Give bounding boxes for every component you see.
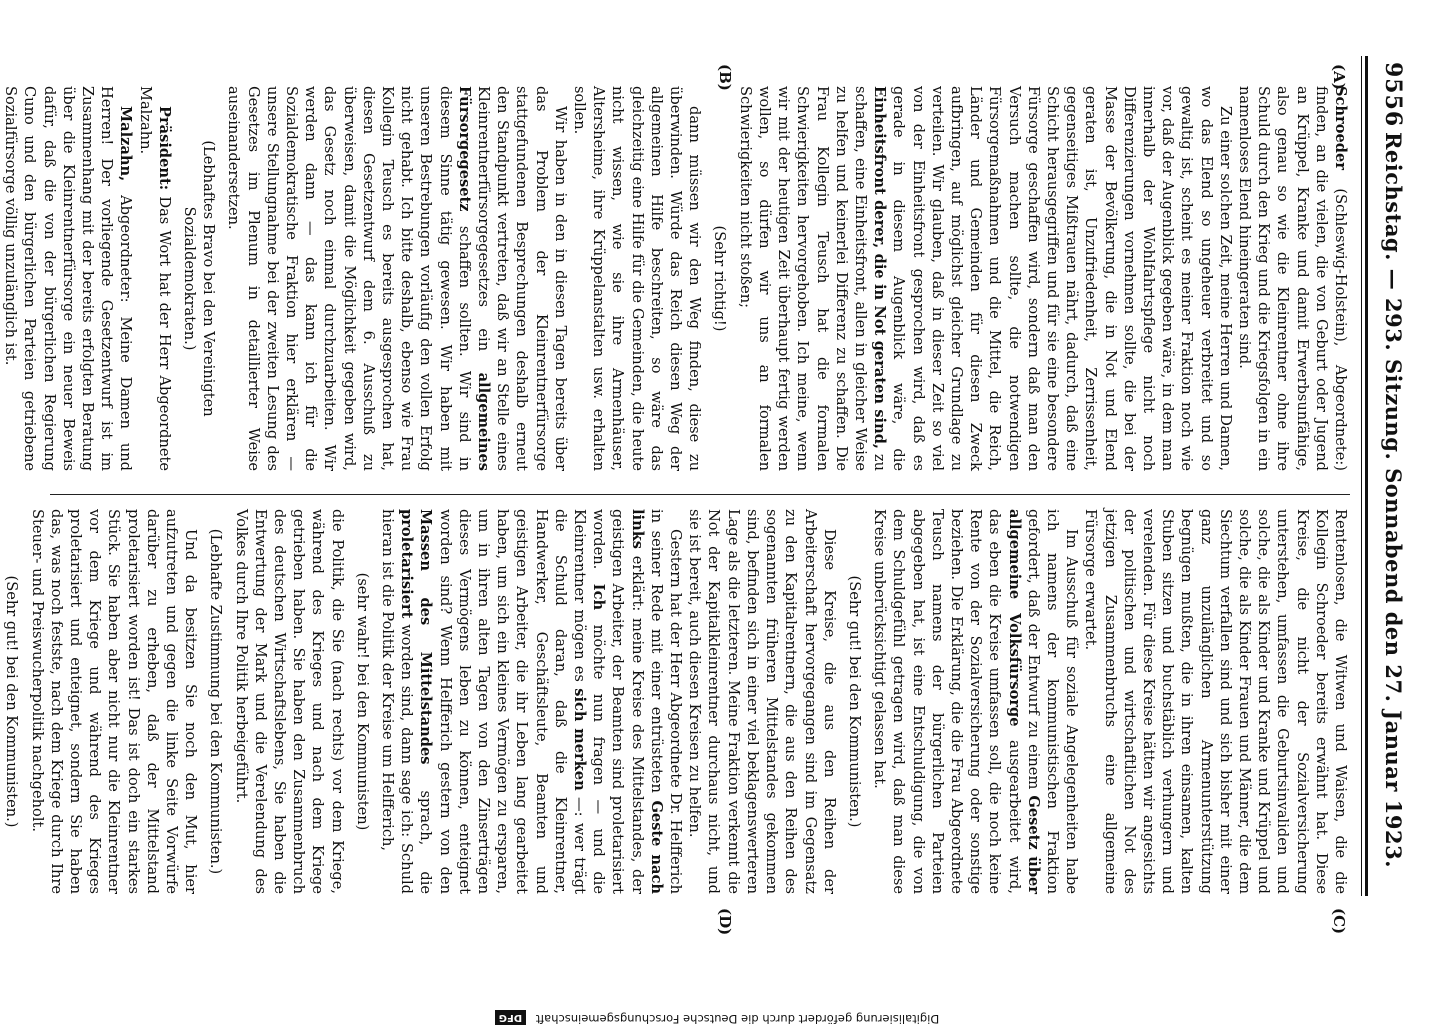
page-header — [1358, 0, 1434, 1000]
emphasis: proletarisiert — [398, 509, 416, 619]
emphasis: Schroeder — [1332, 86, 1349, 170]
paragraph: Rentenlosen, die Witwen und Waisen, die die Kollegin Schroeder bereits erwähnt hat. Diese Kreise, die nicht der Sozialversicherung unterstehen, umfassen die Geburtsinvaliden und solche, die als Kinder und Kranke und Krüppel und solche, die als Kinder Frauen und Männer, die dem Siechtum verfallen sind und sich bisher mit einer ganz unzulänglichen Armenunterstützung begnügen mußten, die in ihren einsamen, kalten Stuben sitzen und buchstäblich verhungern und verelenden. Für diese Kreise hätten wir angesichts der politischen und wirtschaftlichen Not des jetzigen Zusammenbruchs eine allgemeine Fürsorge erwartet. — [1082, 509, 1349, 894]
paragraph: Zu einer solchen Zeit, meine Herren und Damen, wo das Elend so ungeheuer verbreitet und so gewaltig ist, scheint es meiner Fraktion noch wie vor, daß der Augenblick gegeben wäre, in dem man innerhalb der Wohlfahrtspflege nicht noch Differenzierungen vornehmen sollte, die bei der Masse der Bevölkerung, die in Not und Elend geraten ist, Unzufriedenheit, Zerrissenheit, gegenseitiges Mißtrauen nährt, dadurch, daß eine Schicht herausgegriffen und für sie eine besondere Fürsorge geschaffen wird, sondern daß man den Versuch machen sollte, die notwendigen Fürsorgemaßnahmen und die Mittel, die Reich, Länder und Gemeinden für diesen Zweck aufbringen, auf möglichst gleicher Grundlage zu verteilen. Wir glauben, daß in dieser Zeit so viel von der Einheitsfront gesprochen wird, daß es gerade in diesem Augenblick wäre, die Einheitsfront derer, die in Not geraten sind, zu schaffen, eine Einheitsfront, allen in gleicher Weise zu helfen und keinerlei Differenz zu schaffen. Die Frau Kollegin Teusch hat die formalen Schwierigkeiten hervorgehoben. Ich meine, wenn wir mit der heutigen Zeit überhaupt fertig werden wollen, so dürfen wir uns an formalen Schwierigkeiten nicht stoßen; — [736, 86, 1234, 471]
page-title: Reichstag. — 293. Sitzung. Sonnabend den 27. Januar 1923. — [1381, 131, 1406, 869]
interjection: (Lebhafte Zustimmung bei den Kommunisten.) — [207, 528, 225, 875]
paragraph: Malzahn, Abgeordneter: Meine Damen und Herren! Der vorliegende Gesetzentwurf ist im Zusammenhang mit der bereits erfolgten Beratung über die Kleinrentnerfürsorge ein neuer Beweis dafür, daß die von der bürgerlichen Regierung Cuno und den bürgerlichen Parteien getriebene Sozialfürsorge völlig unzulänglich ist. — [2, 86, 135, 471]
paragraph: Wir haben in den in diesen Tagen bereits über das Problem der Kleinrentnerfürsorge stattgefundenen Besprechungen deshalb erneut den Standpunkt vertreten, daß wir an Stelle eines Kleinrentnerfürsorgegesetzes ein allgemeines Fürsorgegesetz schaffen sollten. Wir sind in diesem Sinne tätig gewesen. Wir haben mit unseren Bestrebungen vorläufig den vollen Erfolg nicht gehabt. Ich bitte deshalb, ebenso wie Frau Kollegin Teusch es bereits ausgesprochen hat, diesen Gesetzentwurf dem 6. Ausschuß zu überweisen, damit die Möglichkeit gegeben wird, das Gesetz noch einmal durchzuarbeiten. Wir werden dann — das kann ich für die Sozialdemokratische Fraktion hier erklären — unsere Stellungnahme bei der zweiten Lesung des Gesetzes im Plenum in detaillierter Weise auseinandersetzen. — [225, 86, 569, 471]
paragraph: Gestern hat der Herr Abgeordnete Dr. Helfferich in seiner Rede mit einer entrüsteten Geste nach links erklärt: meine Kreise des Mittelstandes, der geistigen Arbeiter, der Beamten sind proletarisiert worden. Ich möchte nun fragen — und die Kleinrentner mögen es sich merken —: wer trägt die Schuld daran, daß die Kleinrentner, Handwerker, Geschäftsleute, Beamten und geistigen Arbeiter, die ihr Leben lang gearbeitet haben, um sich ein kleines Vermögen zu ersparen, um in ihren alten Tagen von den Zinserträgen dieses Vermögens leben zu können, enteignet worden sind? Wenn Helfferich gestern von den Massen des Mittelstandes sprach, die proletarisiert worden sind, dann sage ich: Schuld hieran ist die Politik der Kreise um Helfferich, — [379, 509, 685, 894]
digitization-credit — [0, 1008, 1434, 1030]
emphasis: Präsident: — [155, 106, 173, 191]
emphasis: allgemeines Fürsorgegesetz — [455, 86, 493, 471]
interjection: (Sehr gut! bei den Kommunisten.) — [845, 575, 863, 828]
emphasis: Gesetz über allgemeine Volksfürsorge — [1005, 509, 1042, 894]
emphasis: Geste nach links — [628, 509, 665, 894]
paragraph: Und da besitzen Sie noch den Mut, hier aufzutreten und gegen die linke Seite Vorwürfe darüber zu erheben, daß der Mittelstand proletarisiert worden ist! Das ist doch ein starkes Stück. Sie haben aber nicht nur die Kleinrentner vor dem Kriege und während des Krieges proletarisiert und enteignet, sondern Sie haben das, was noch festste, nach dem Kriege durch Ihre Steuer- und Preiswucherpolitik nachgeholt. — [28, 509, 200, 894]
paragraph: die Politik, die Sie (nach rechts) vor dem Kriege, während des Krieges und nach dem Kriege getrieben haben. Sie haben den Zusammenbruch des deutschen Wirtschaftslebens, Sie haben die Entwertung der Mark und die Verelendung des Volkes durch Ihre Politik herbeigeführt. — [232, 509, 346, 894]
header-rule-thin — [1361, 56, 1362, 896]
margin-marker-d: (D) — [716, 908, 734, 936]
right-text-column — [3, 509, 1350, 894]
column-divider — [50, 494, 1350, 495]
margin-marker-a: (A) — [1330, 64, 1348, 90]
interjection: (Lebhaftes Bravo bei den Vereinigten Sozialdemokraten.) — [181, 140, 218, 417]
paragraph: Schroeder (Schleswig-Holstein), Abgeordnete:) finden, an die vielen, die von Geburt oder Jugend an Krüppel, Kranke und damit Erwerbsunfähige, also genau so wie die Kleinrentner ohne ihre Schuld durch den Krieg und die Kriegsfolgen in ein namenloses Elend hineingeraten sind. — [1235, 86, 1349, 471]
emphasis: Malzahn, — [117, 106, 135, 182]
emphasis: Ich — [590, 583, 608, 611]
emphasis: Massen des Mittelstandes — [417, 509, 435, 765]
paragraph: Diese Kreise, die aus den Reihen der Arbeiterschaft hervorgegangen sind im Gegensatz zu den Kapitalrentnern, die aus den Reihen des sogenannten früheren Mittelstandes gekommen sind, befinden sich in einer viel beklagenswerteren Lage als die letzteren. Meine Fraktion verkennt die Not der Kapitalkleinrentner durchaus nicht, und sie ist bereit, auch diesen Kreisen zu helfen. — [686, 509, 838, 894]
paragraph: Präsident: Das Wort hat der Herr Abgeordnete Malzahn. — [136, 86, 173, 471]
left-text-column — [2, 86, 1350, 471]
header-rule — [1365, 56, 1368, 896]
margin-marker-b: (B) — [716, 64, 734, 91]
interjection: (Sehr richtig!) — [711, 225, 729, 332]
paragraph: Im Ausschuß für soziale Angelegenheiten habe ich namens der kommunistischen Fraktion gefordert, daß der Entwurf zu einem Gesetz über allgemeine Volksfürsorge ausgearbeitet wird, das eben die Kreise umfassen soll, die noch keine Rente von der Sozialversicherung oder sonstige beziehen. Die Erklärung, die die Frau Abgeordnete Teusch namens der bürgerlichen Parteien abgegeben hat, ist eine Entschuldigung, die von dem Schuldgefühl getragen wird, daß man diese Kreise unberücksichtigt gelassen hat. — [871, 509, 1081, 894]
dfg-logo: DFG — [495, 1010, 526, 1025]
page-number: 9556 — [1380, 62, 1406, 128]
credit-text: Digitalisierung gefördert durch die Deutsche Forschungsgemeinschaft — [535, 1012, 940, 1026]
emphasis: Einheitsfront derer, die in Not geraten sind, — [871, 86, 889, 449]
interjection: (sehr wahr! bei den Kommunisten) — [353, 572, 371, 831]
emphasis: sich merken — [571, 688, 589, 791]
paragraph: dann müssen wir den Weg finden, diese zu überwinden. Würde das Reich diesen Weg der allgemeinen Hilfe beschreiten, so wäre das gleichzeitig eine Hilfe für die Gemeinden, die heute nicht wissen, wie sie ihre Armenhäuser, Altersheime, ihre Krüppelanstalten usw. erhalten sollen. — [571, 86, 704, 471]
interjection: (Sehr gut! bei den Kommunisten.) — [3, 575, 21, 828]
margin-marker-c: (C) — [1330, 908, 1348, 935]
